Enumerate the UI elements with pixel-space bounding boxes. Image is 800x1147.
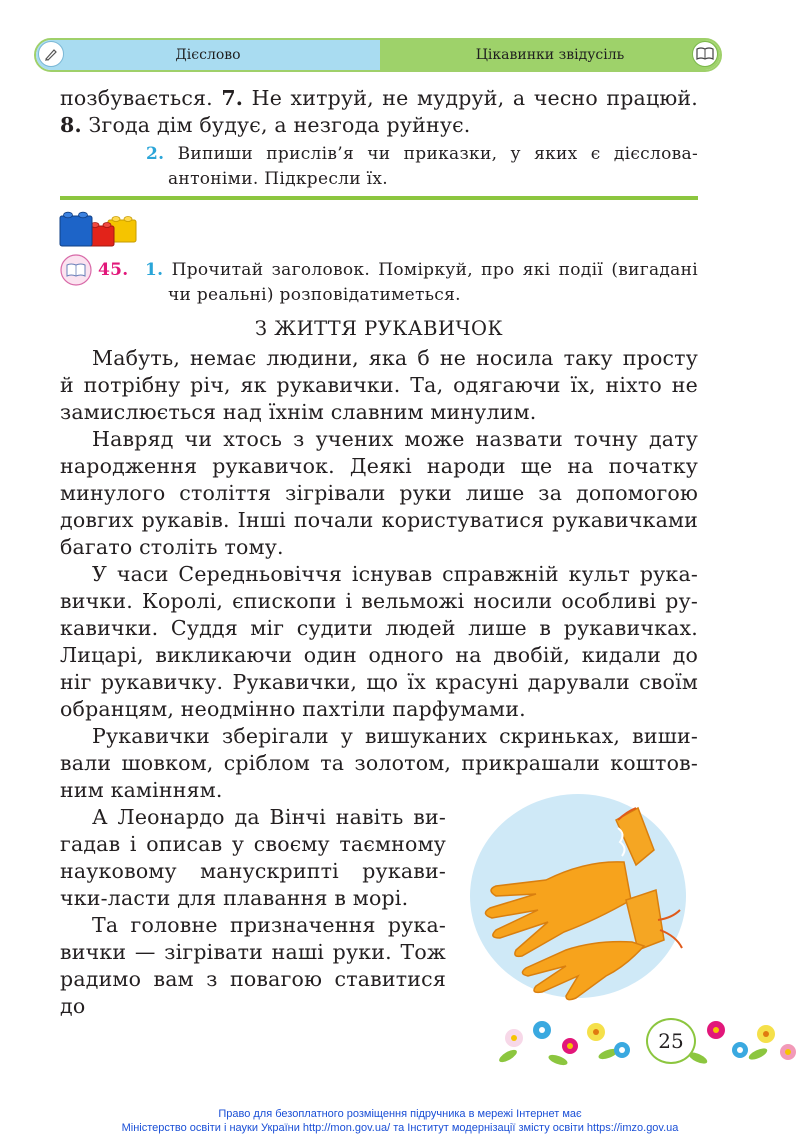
proverbs-text: [60, 85, 698, 139]
p2-line: минулого століття зігрівали руки лише за допомогою: [60, 481, 698, 505]
p3-line: обранцям, неодмінно пахтіли парфумами.: [60, 697, 526, 721]
book-icon: [692, 41, 718, 67]
flower: [533, 1021, 551, 1039]
exercise-line1: Прочитай заголовок. Поміркуй, про які події (вигадані: [171, 260, 698, 280]
proverb-number-8: 8.: [60, 113, 82, 137]
flower: [614, 1042, 630, 1058]
task-2-number: 2.: [146, 144, 165, 164]
p6-line: радимо вам з повагою ставитися до: [60, 967, 446, 1018]
p1-line: й потрібну річ, як рукавички. Та, одягаючи їх, ніхто не: [60, 373, 698, 397]
p2-line: Навряд чи хтось з учених може назвати точну дату: [92, 427, 698, 451]
exercise-line2: чи реальні) розповідатиметься.: [168, 285, 461, 305]
task-2-line1: Випиши прислів’я чи приказки, у яких є дієслова-: [177, 144, 698, 164]
p6-line: вички — зігрівати наші руки. Тож: [60, 940, 446, 964]
flower: [587, 1023, 605, 1041]
story-paragraph-2: [60, 426, 698, 561]
exercise-task-number: 1.: [144, 260, 164, 280]
header-section-right: [380, 40, 720, 70]
p3-line: кавички. Суддя міг судити людей лише в рукавичках.: [60, 616, 698, 640]
pen-icon: [38, 41, 64, 67]
p2-line: багато століть тому.: [60, 535, 284, 559]
flower: [732, 1042, 748, 1058]
header-left-title: Дієслово: [175, 47, 241, 63]
p4-line: Рукавички зберігали у вишуканих скриньках, виши-: [92, 724, 698, 748]
flower-decoration: [488, 1008, 800, 1070]
p4-line: вали шовком, сріблом та золотом, прикрашали коштов-: [60, 751, 698, 775]
exercise-number: 45.: [98, 260, 129, 280]
task-2: [146, 142, 698, 192]
story-paragraph-1: [60, 345, 698, 426]
p2-line: народження рукавичок. Деякі народи ще на початку: [60, 454, 698, 478]
p5-line: А Леонардо да Вінчі навіть ви-: [92, 805, 446, 829]
footer-line-2: Міністерство освіти і науки України http://mon.gov.ua/ та Інститут модернізації змісту освіти https://imzo.gov.ua: [121, 1122, 679, 1134]
p1-line: замислюється над їхнім славним минулим.: [60, 400, 537, 424]
gloves-illustration: [466, 790, 688, 1002]
p3-line: ніг рукавичку. Рукавички, що їх красуні дарували своїм: [60, 670, 698, 694]
flower: [757, 1025, 775, 1043]
proverb-continuation: позбувається.: [60, 86, 222, 110]
proverb-8-text: Згода дім будує, а незгода руйнує.: [81, 113, 471, 137]
read-book-icon: [60, 254, 92, 286]
header-section-left: [36, 40, 380, 70]
p6-line: Та головне призначення рука-: [92, 913, 446, 937]
story-paragraph-3: [60, 561, 698, 723]
p2-line: довгих рукавів. Інші почали користуватися рукавичками: [60, 508, 698, 532]
p3-line: вички. Королі, єпископи і вельможі носили особливі ру-: [60, 589, 698, 613]
proverb-7-text: Не хитруй, не мудруй, а чесно працюй.: [243, 86, 698, 110]
p5-line: науковому манускрипті рукави-: [60, 859, 446, 883]
header-right-title: Цікавинки звідусіль: [475, 47, 625, 63]
flower: [780, 1044, 796, 1060]
p4-line: ним камінням.: [60, 778, 223, 802]
p5-line: гадав і описав у своєму таємному: [60, 832, 446, 856]
p3-line: У часи Середньовіччя існував справжній культ рука-: [92, 562, 698, 586]
p1-line: Мабуть, немає людини, яка б не носила таку просту: [92, 346, 698, 370]
task-2-line2: антоніми. Підкресли їх.: [168, 169, 388, 189]
footer-line-1: Право для безоплатного розміщення підручника в мережі Інтернет має: [218, 1108, 582, 1120]
flower: [707, 1021, 725, 1039]
building-blocks-icon: [58, 208, 140, 248]
story-title: З ЖИТТЯ РУКАВИЧОК: [254, 317, 504, 340]
story-paragraph-6: [60, 912, 446, 1020]
flower: [505, 1029, 523, 1047]
story-paragraph-5: [60, 804, 446, 912]
flower: [562, 1038, 578, 1054]
page-number: 25: [646, 1018, 696, 1064]
proverb-number-7: 7.: [221, 86, 244, 110]
p5-line: чки-ласти для плавання в морі.: [60, 886, 409, 910]
p3-line: Лицарі, викликаючи один одного на двобій, кидали до: [60, 643, 698, 667]
page-header: [34, 38, 722, 72]
section-divider: [60, 196, 698, 200]
exercise-45: [98, 258, 698, 308]
